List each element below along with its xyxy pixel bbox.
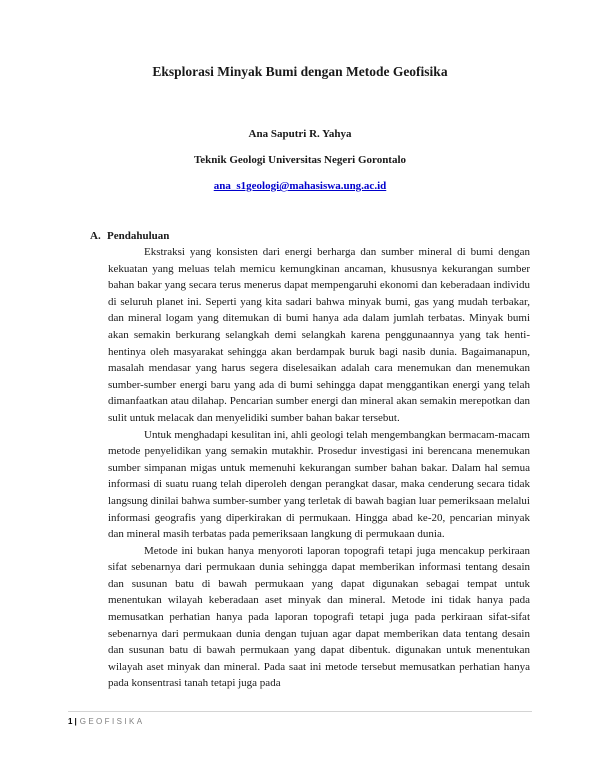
footer-separator: | [74,717,77,726]
page-footer [68,716,144,728]
section-heading [90,229,169,243]
body-paragraph: Ekstraksi yang konsisten dari energi berharga dan sumber mineral di bumi dengan kekuatan yang meluas telah memicu kemungkinan ancaman, khususnya kekurangan sumber bahan bakar yang secara terus menerus dapat mempengaruhi ekonomi dan keberadaan individu di seluruh planet ini. Seperti yang kita sadari bahwa minyak bumi, gas yang mudah terbakar, dan mineral logam yang ditemukan di bumi hanya ada dalam jumlah terbatas. Minyak bumi akan semakin berkurang selangkah demi selangkah karena penggunaannya yang tak henti-hentinya oleh masyarakat sehingga akan berdampak buruk bagi nasib dunia. Bagaimanapun, masalah mendasar yang harus segera diselesaikan adalah cara menemukan dan menemukan sumber-sumber energi baru yang ada di bumi sehingga dapat menggantikan energi yang telah dimanfaatkan atau dilahap. Pencarian sumber energi dan mineral akan semakin merepotkan dan sulit untuk melacak dan menyelidiki sumber bahan bakar tersebut. [108,246,530,424]
author-affiliation: Teknik Geologi Universitas Negeri Gorontalo [193,154,407,166]
section-body [108,244,530,692]
footer-divider [68,711,532,712]
paper-title: Eksplorasi Minyak Bumi dengan Metode Geofisika [152,64,448,79]
author-email-link[interactable]: ana_s1geologi@mahasiswa.ung.ac.id [213,180,387,192]
page-number: 1 [68,717,73,726]
author-name: Ana Saputri R. Yahya [248,128,352,140]
section-number: A. [90,230,101,242]
section-title: Pendahuluan [107,230,170,242]
running-title: GEOFISIKA [79,717,145,726]
body-paragraph: Untuk menghadapi kesulitan ini, ahli geologi telah mengembangkan bermacam-macam metode penyelidikan yang semakin mutakhir. Prosedur investigasi ini berencana menemukan sumber simpanan migas untuk memenuhi kekurangan sumber bahan bakar. Dalam hal semua informasi di suatu ruang telah diperoleh dengan perangkat dasar, maka cenderung secara tidak langsung dinilai bahwa sumber-sumber yang terletak di bawah bagian luar pemeriksaan melalui informasi geografis yang diperkirakan di permukaan. Hingga abad ke-20, pencarian minyak dan mineral masih terbatas pada pemeriksaan langkung di permukaan dunia. [108,428,530,541]
body-paragraph: Metode ini bukan hanya menyoroti laporan topografi tetapi juga mencakup perkiraan sifat sebenarnya dari permukaan dunia sehingga dapat memberikan informasi tentang desain dan susunan batu di bawah permukaan yang dapat digunakan sebagai tempat untuk menentukan wilayah keberadaan aset minyak dan mineral. Metode ini tidak hanya pada memusatkan perhatian hanya pada laporan topografi tetapi juga pada perkiraan sifat-sifat sebenarnya dari permukaan dunia dengan tujuan agar dapat memberikan data tentang desain dan susunan batu di bawah permukaan yang dapat dibentuk. digunakan untuk menentukan wilayah aset minyak dan mineral. Pada saat ini metode tersebut memusatkan perhatian hanya pada konsentrasi tanah tetapi juga pada [108,544,530,690]
